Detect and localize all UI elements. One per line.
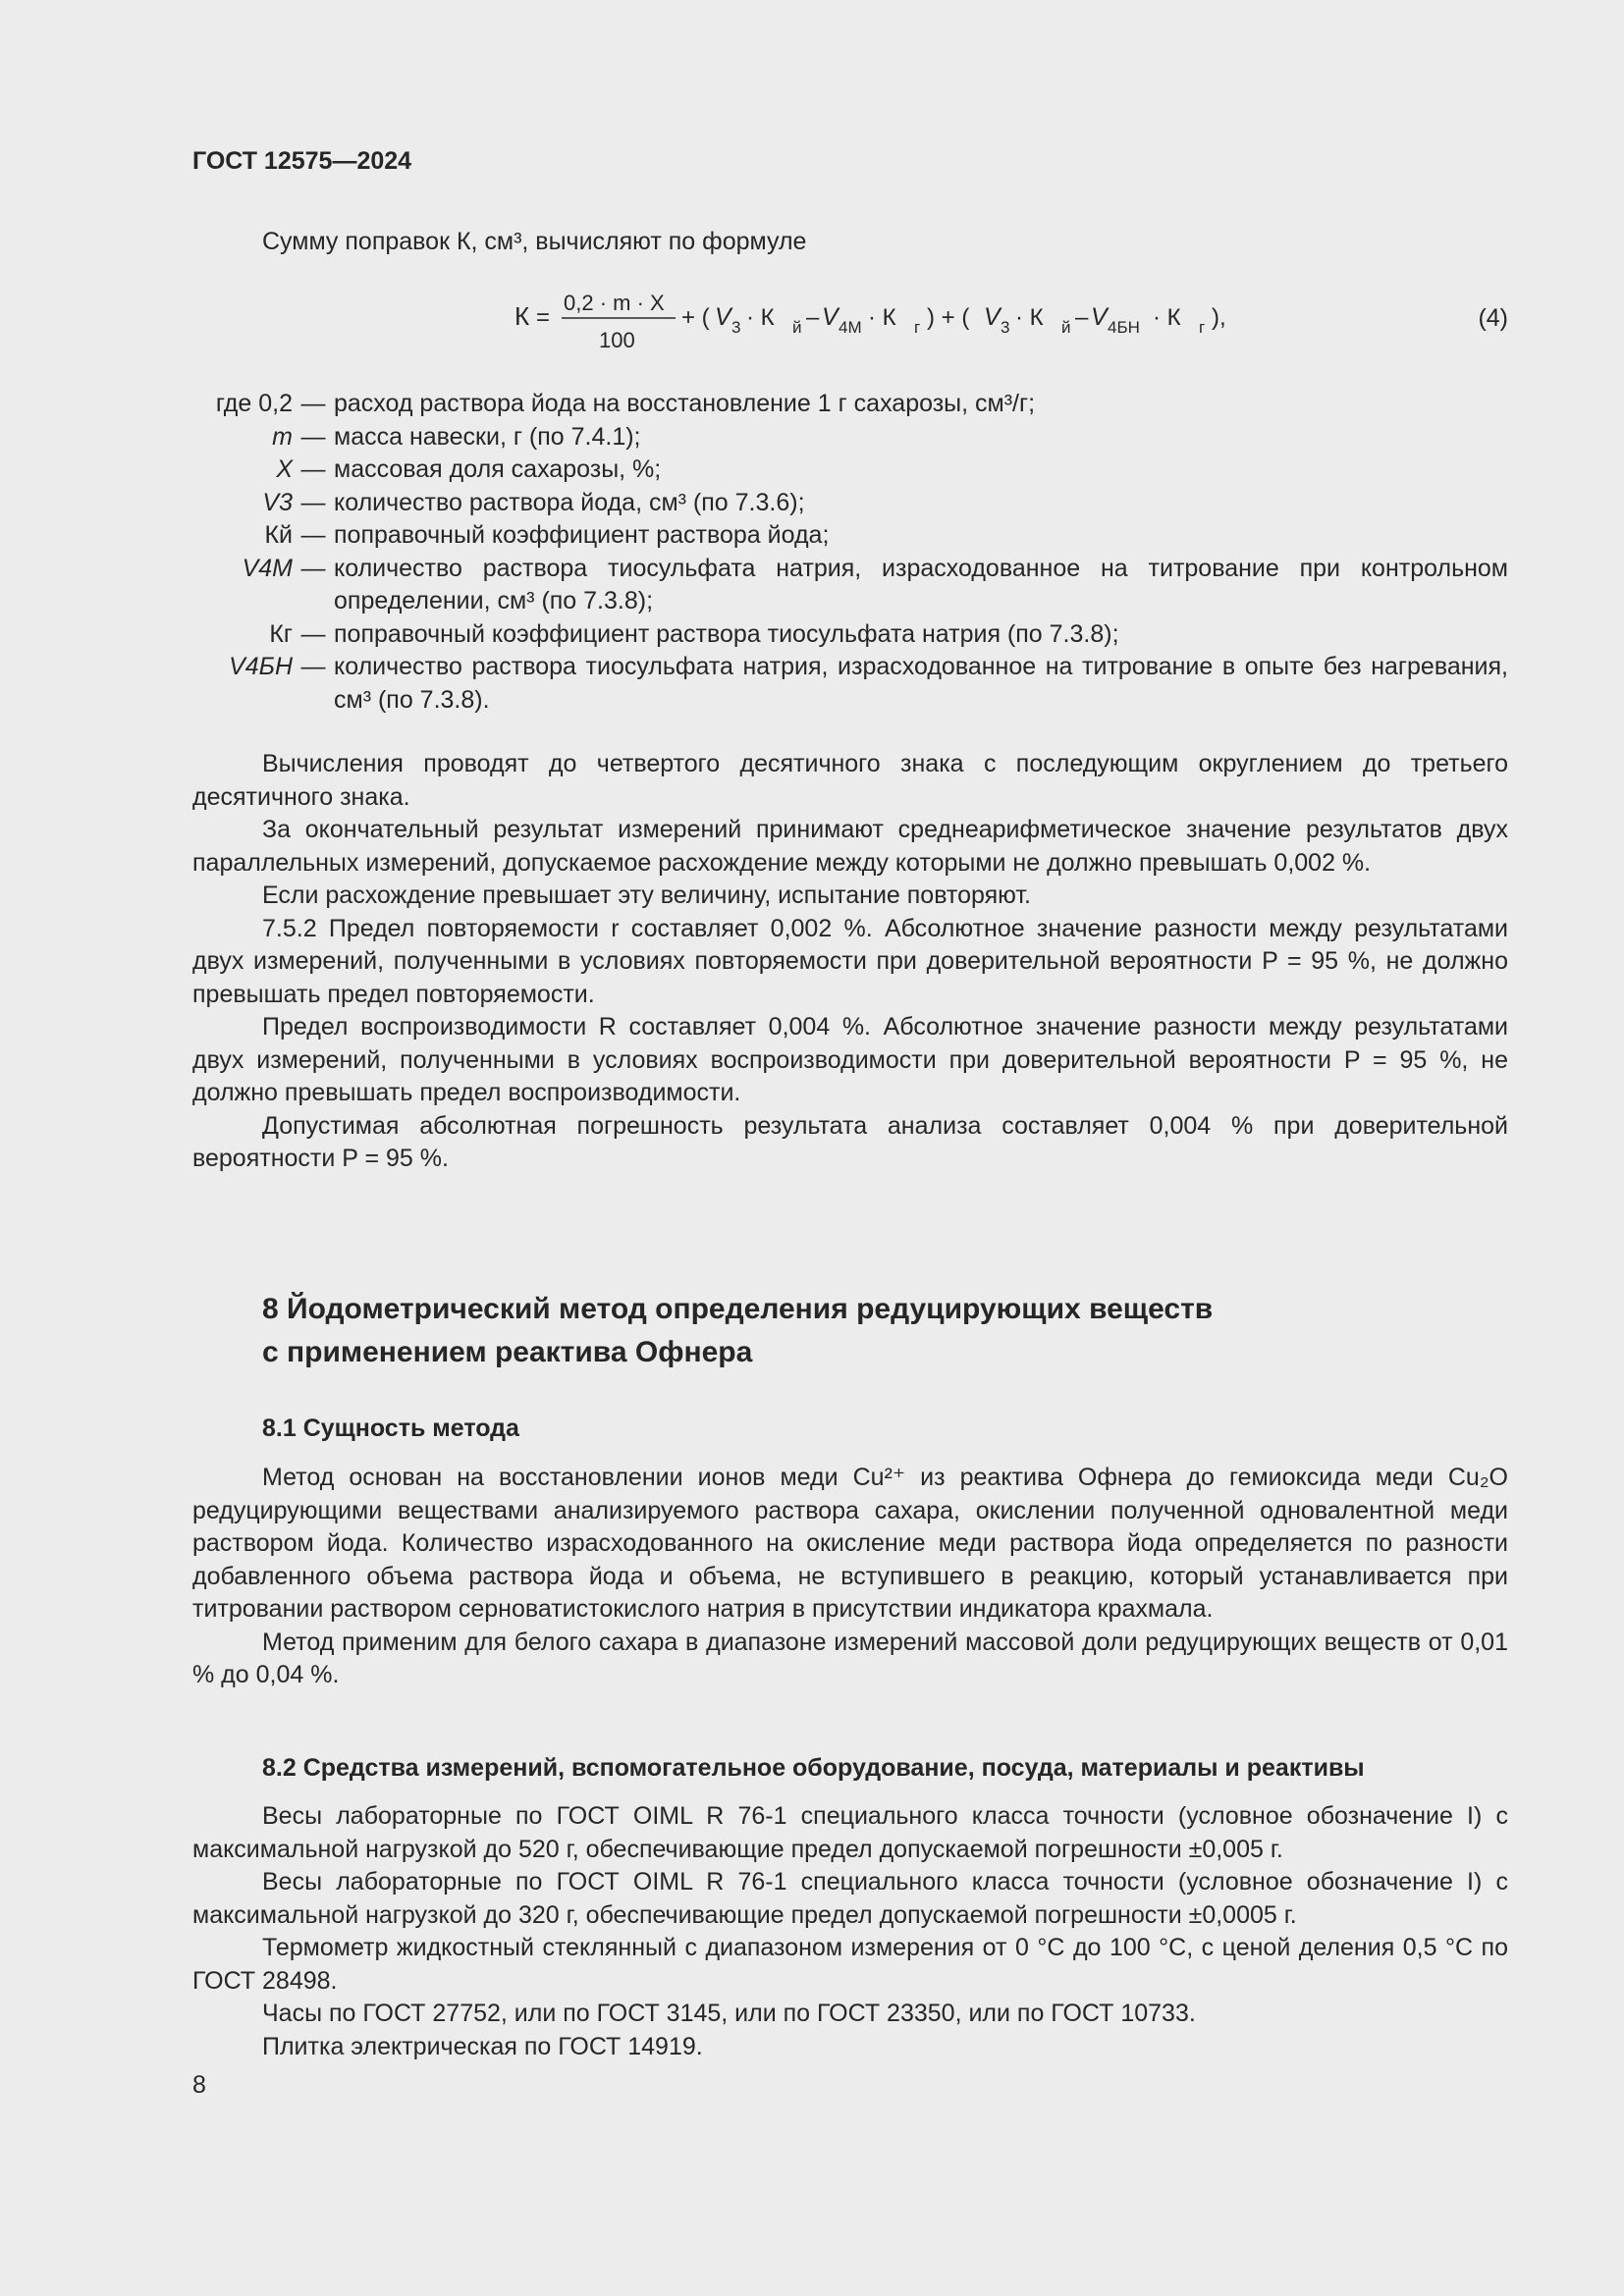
svg-text:=: = (536, 304, 551, 331)
svg-text:V: V (822, 303, 839, 331)
subsection-8-2-body (192, 1800, 1508, 2063)
definition-row (192, 651, 1508, 717)
paragraph: Допустимая абсолютная погрешность результата анализа составляет 0,004 % при доверительной вероятности P = 95 %. (192, 1111, 1508, 1172)
svg-text:3: 3 (731, 318, 741, 337)
paragraph: Предел воспроизводимости R составляет 0,004 %. Абсолютное значение разности между результатами двух измерений, полученными в условиях воспроизводимости при доверительной вероятности P = 95 %, не должно превышать предел воспроизводимости. (192, 1013, 1508, 1106)
definition-row (192, 388, 1508, 421)
definition-text: количество раствора тиосульфата натрия, израсходованное на титрование в опыте без нагревания, см³ (по 7.3.8). (334, 653, 1508, 714)
definition-symbol: Кг (269, 619, 293, 648)
paragraph: За окончательный результат измерений принимают среднеарифметическое значение результатов двух параллельных измерений, допускаемое расхождение между которыми не должно превышать 0,002 %. (192, 816, 1508, 877)
definition-dash: — (300, 390, 326, 417)
equation-number: (4) (1478, 304, 1508, 332)
definition-symbol: m (272, 422, 293, 451)
calculation-paragraphs (192, 748, 1508, 1176)
definition-symbol: V4БН (229, 653, 293, 680)
definition-text: массовая доля сахарозы, %; (334, 455, 662, 483)
definition-row (192, 487, 1508, 520)
definition-row (192, 519, 1508, 553)
formula-lhs: К (514, 301, 530, 331)
definition-symbol: Кй (264, 521, 293, 549)
svg-text:· К: · К (1153, 304, 1181, 331)
paragraph: Метод основан на восстановлении ионов меди Cu²⁺ из реактива Офнера до гемиоксида меди Cu₂O редуцирующими веществами анализируемого раствора сахара, окислении полученной одновалентной меди раствором йода. Количество израсходованного на окисление меди раствора йода определяется по разности добавленного объема раствора йода и объема, не вступившего в реакцию, который устанавливается при титровании раствором серноватистокислого натрия в присутствии индикатора крахмала. (192, 1464, 1508, 1623)
section-8-title-line2: с применением реактива Офнера (262, 1336, 753, 1368)
definition-text: количество раствора йода, см³ (по 7.3.6); (334, 488, 805, 516)
definition-dash: — (300, 455, 326, 483)
definition-text: количество раствора тиосульфата натрия, израсходованное на титрование при контрольном определении, см³ (по 7.3.8); (334, 554, 1508, 614)
svg-text:· К: · К (868, 304, 896, 331)
svg-text:V: V (715, 303, 731, 331)
paragraph-7-5-2: 7.5.2 Предел повторяемости r составляет 0,002 %. Абсолютное значение разности между результатами двух измерений, полученными в условиях повторяемости при доверительной вероятности P = 95 %, не должно превышать предел повторяемости. (192, 914, 1508, 1008)
paragraph: Термометр жидкостный стеклянный с диапазоном измерения от 0 °С до 100 °С, с ценой деления 0,5 °С по ГОСТ 28498. (192, 1934, 1508, 1995)
document-header: ГОСТ 12575—2024 (192, 147, 412, 175)
definition-dash: — (300, 521, 326, 549)
svg-text:3: 3 (1001, 318, 1010, 337)
formula-block (192, 279, 1508, 357)
section-8-heading (262, 1288, 1213, 1374)
definition-dash: — (300, 422, 326, 451)
definition-symbol: где 0,2 (215, 390, 293, 417)
paragraph: Если расхождение превышает эту величину, испытание повторяют. (262, 881, 1031, 909)
intro-paragraph: Сумму поправок К, см³, вычисляют по формуле (262, 228, 807, 255)
svg-text:V: V (1091, 303, 1108, 331)
definition-row (192, 421, 1508, 454)
svg-text:),: ), (1212, 304, 1226, 331)
definition-text: поправочный коэффициент раствора йода; (334, 521, 830, 549)
formula-denominator: 100 (599, 328, 635, 352)
svg-text:г: г (1199, 318, 1206, 337)
svg-text:· К: · К (1015, 304, 1044, 331)
definition-dash: — (300, 653, 326, 680)
svg-text:) + (: ) + ( (927, 304, 970, 331)
svg-text:–: – (806, 304, 820, 331)
svg-text:й: й (1061, 318, 1071, 337)
paragraph: Плитка электрическая по ГОСТ 14919. (262, 2032, 703, 2060)
definition-row (192, 553, 1508, 618)
svg-text:г: г (914, 318, 921, 337)
svg-text:4М: 4М (839, 318, 862, 337)
formula-intro (192, 226, 1508, 259)
definition-row (192, 454, 1508, 487)
paragraph: Метод применим для белого сахара в диапазоне измерений массовой доли редуцирующих веществ от 0,01 % до 0,04 %. (192, 1628, 1508, 1688)
formula-4 (514, 279, 1398, 357)
definition-text: поправочный коэффициент раствора тиосульфата натрия (по 7.3.8); (334, 619, 1119, 648)
definition-dash: — (300, 488, 326, 516)
section-8-title-line1: 8 Йодометрический метод определения редуцирующих веществ (262, 1293, 1214, 1325)
variable-definitions (192, 388, 1508, 717)
definition-row (192, 618, 1508, 652)
svg-text:V: V (984, 303, 1001, 331)
definition-symbol: X (276, 455, 293, 483)
definition-symbol: V4М (242, 554, 293, 582)
definition-dash: — (300, 554, 326, 582)
formula-numerator: 0,2 · m · X (564, 291, 665, 315)
svg-text:4БН: 4БН (1108, 318, 1140, 337)
svg-text:· К: · К (746, 304, 775, 331)
svg-text:+ (: + ( (681, 304, 710, 331)
definition-text: масса навески, г (по 7.4.1); (334, 422, 641, 451)
svg-text:й: й (792, 318, 802, 337)
paragraph: Весы лабораторные по ГОСТ OIML R 76-1 специального класса точности (условное обозначение I) с максимальной нагрузкой до 520 г, обеспечивающие предел допускаемой погрешности ±0,005 г. (192, 1802, 1508, 1863)
paragraph: Весы лабораторные по ГОСТ OIML R 76-1 специального класса точности (условное обозначение I) с максимальной нагрузкой до 320 г, обеспечивающие предел допускаемой погрешности ±0,0005 г. (192, 1868, 1508, 1929)
subsection-8-1-heading: 8.1 Сущность метода (262, 1415, 519, 1442)
definition-dash: — (300, 619, 326, 648)
svg-text:–: – (1075, 304, 1089, 331)
page-number: 8 (192, 2071, 206, 2099)
subsection-8-1-body (192, 1462, 1508, 1692)
paragraph: Вычисления проводят до четвертого десятичного знака с последующим округлением до третьего десятичного знака. (192, 750, 1508, 811)
paragraph: Часы по ГОСТ 27752, или по ГОСТ 3145, или по ГОСТ 23350, или по ГОСТ 10733. (262, 2000, 1196, 2027)
definition-text: расход раствора йода на восстановление 1 г сахарозы, см³/г; (334, 390, 1036, 417)
definition-symbol: V3 (262, 488, 293, 516)
subsection-8-2-heading: 8.2 Средства измерений, вспомогательное оборудование, посуда, материалы и реактивы (262, 1754, 1365, 1782)
